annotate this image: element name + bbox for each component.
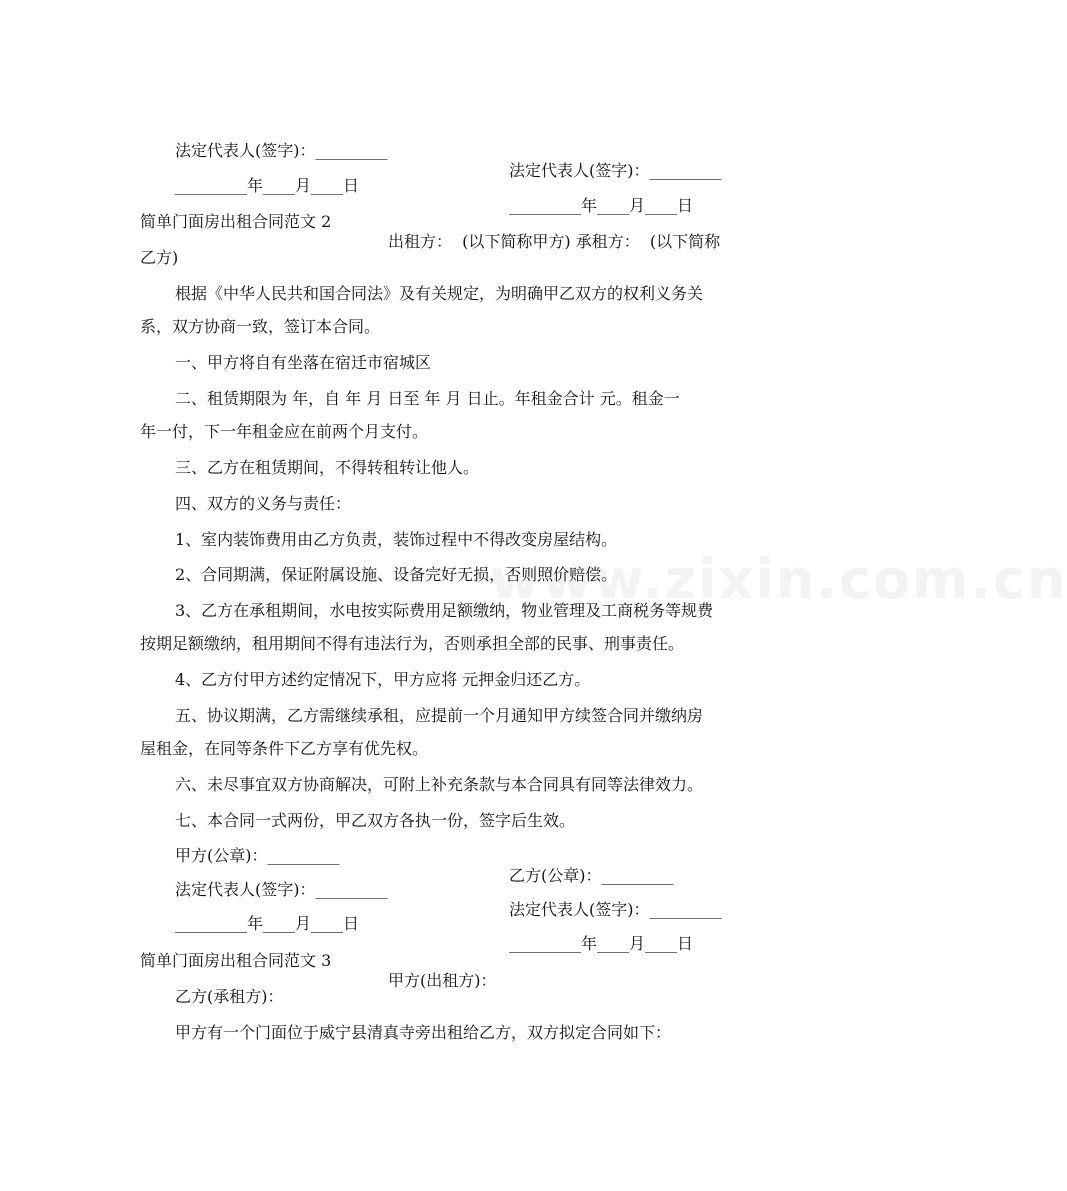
section-title: 简单门面房出租合同范文 2 — [140, 212, 332, 231]
clause-text: 年一付，下一年租金应在前两个月支付。 — [140, 422, 429, 441]
clause-text: 一、甲方将自有坐落在宿迁市宿城区 — [175, 353, 432, 372]
paragraph-line — [0, 1003, 920, 1063]
paragraph-text: 根据《中华人民共和国合同法》及有关规定，为明确甲乙双方的权利义务关 — [175, 284, 704, 303]
parties-intro: 出租方： (以下简称甲方) 承租方： (以下简称 — [388, 232, 721, 251]
party-a-date: _________年____月____日 — [175, 914, 360, 933]
watermark: www.zixin.com.cn — [490, 548, 1067, 611]
party-a-date: _________年____月____日 — [175, 176, 360, 195]
clause-text: 2、合同期满，保证附属设施、设备完好无损，否则照价赔偿。 — [175, 565, 618, 584]
party-a-seal: 甲方(公章)：_________ — [175, 846, 340, 865]
party-b-representative-signature: 法定代表人(签字)：_________ — [509, 900, 722, 919]
paragraph-text: 甲方有一个门面位于威宁县清真寺旁出租给乙方，双方拟定合同如下： — [175, 1023, 672, 1042]
party-a-label: 甲方(出租方)： — [388, 971, 497, 990]
clause-text: 三、乙方在租赁期间，不得转租转让他人。 — [175, 458, 480, 477]
clause-text: 五、协议期满，乙方需继续承租，应提前一个月通知甲方续签合同并缴纳房 — [175, 706, 704, 725]
clause-text: 3、乙方在承租期间，水电按实际费用足额缴纳，物业管理及工商税务等规费 — [175, 601, 714, 620]
paragraph-text: 乙方) — [140, 248, 179, 267]
party-b-date: _________年____月____日 — [509, 196, 694, 215]
party-b-representative-signature: 法定代表人(签字)：_________ — [509, 161, 722, 180]
clause-text: 六、未尽事宜双方协商解决，可附上补充条款与本合同具有同等法律效力。 — [175, 775, 704, 794]
party-b-seal: 乙方(公章)：_________ — [509, 866, 674, 885]
clause-text: 1、室内装饰费用由乙方负责，装饰过程中不得改变房屋结构。 — [175, 530, 618, 549]
party-a-representative-signature: 法定代表人(签字)：_________ — [175, 880, 388, 899]
section-title: 简单门面房出租合同范文 3 — [140, 951, 332, 970]
paragraph-text: 系，双方协商一致，签订本合同。 — [140, 317, 381, 336]
clause-text: 4、乙方付甲方述约定情况下，甲方应将 元押金归还乙方。 — [175, 670, 591, 689]
clause-text: 七、本合同一式两份，甲乙双方各执一份，签字后生效。 — [175, 811, 576, 830]
party-a-representative-signature: 法定代表人(签字)：_________ — [175, 141, 388, 160]
clause-text: 按期足额缴纳，租用期间不得有违法行为，否则承担全部的民事、刑事责任。 — [140, 634, 685, 653]
clause-text: 屋租金，在同等条件下乙方享有优先权。 — [140, 739, 429, 758]
party-b-label: 乙方(承租方)： — [175, 987, 284, 1006]
clause-text: 四、双方的义务与责任： — [175, 494, 352, 513]
clause-text: 二、租赁期限为 年，自 年 月 日至 年 月 日止。年租金合计 元。租金一 — [175, 389, 680, 408]
party-b-date: _________年____月____日 — [509, 934, 694, 953]
